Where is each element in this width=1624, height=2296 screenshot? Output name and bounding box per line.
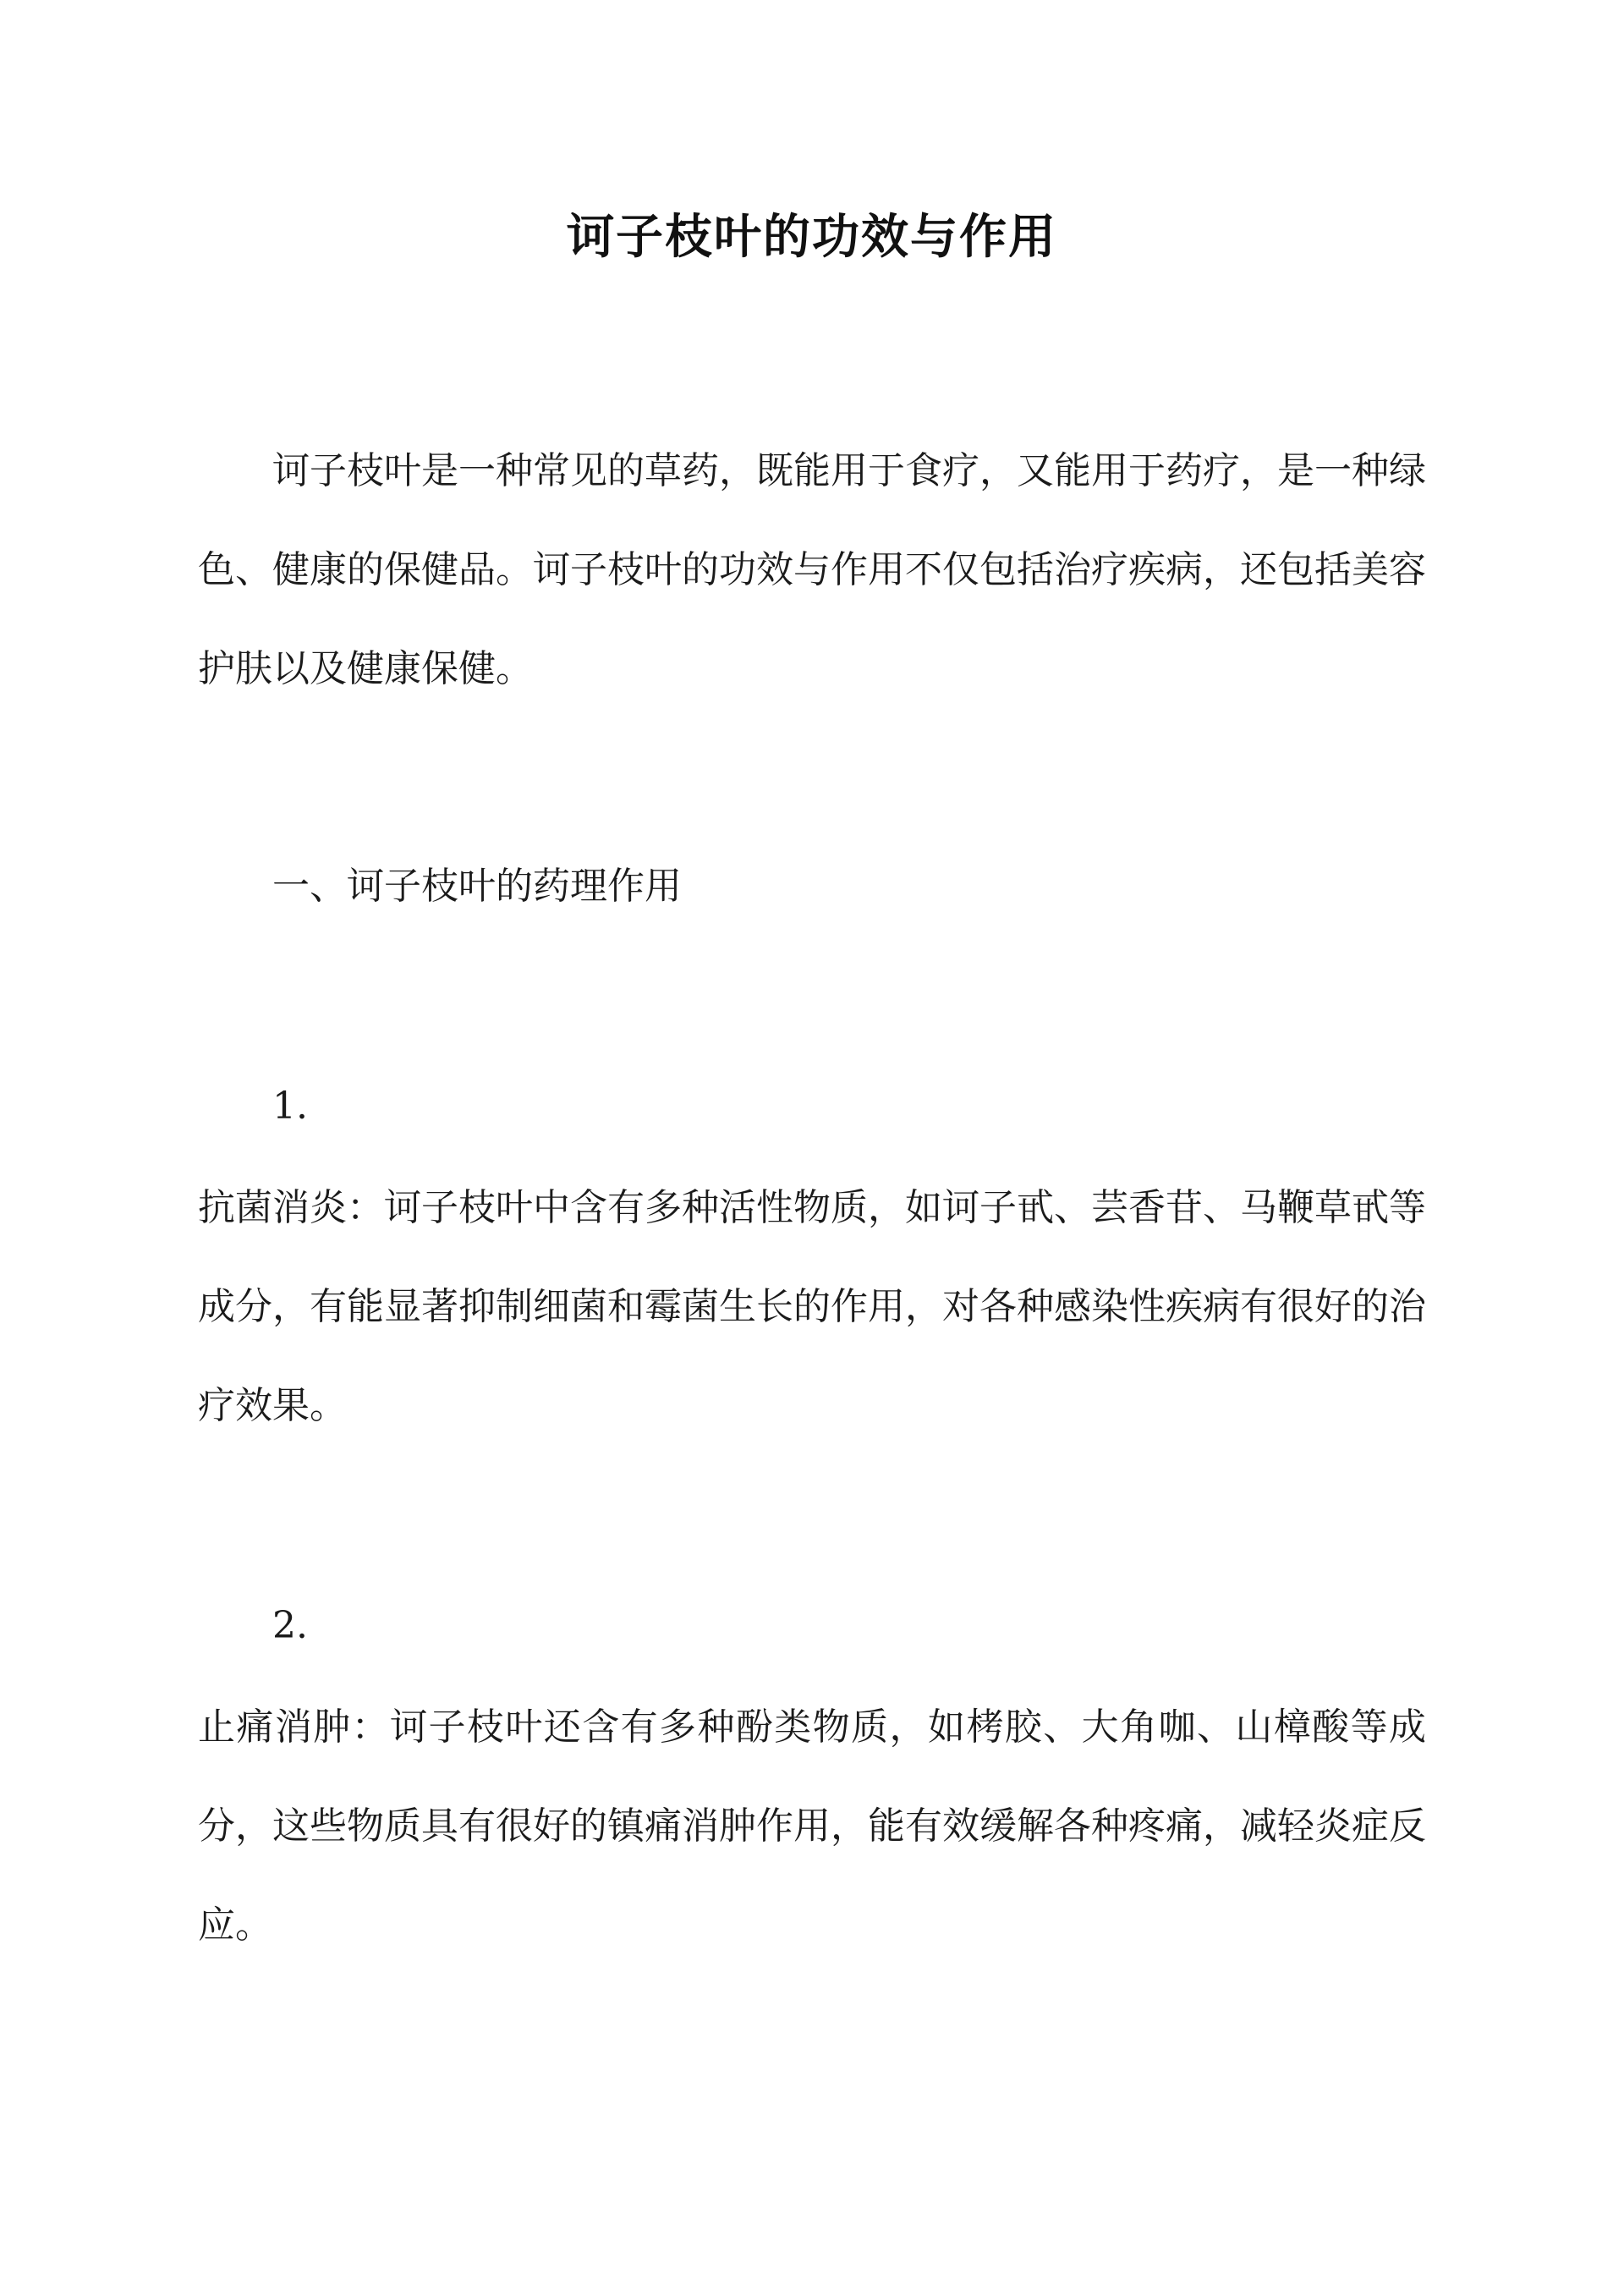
section-heading: 一、诃子枝叶的药理作用	[272, 865, 682, 908]
document-title: 诃子枝叶的功效与作用	[567, 209, 1057, 265]
item-number-2: 2.	[272, 1604, 308, 1647]
item-number-1: 1.	[272, 1085, 308, 1128]
item-text-2: 止痛消肿：诃子枝叶还含有多种酚类物质，如栲胶、大角咖、山樟酸等成分，这些物质具有很好的镇痛消肿作用，能有效缓解各种疼痛，减轻炎症反应。	[198, 1706, 1426, 1947]
item-text-1: 抗菌消炎：诃子枝叶中含有多种活性物质，如诃子甙、芸香苷、马鞭草甙等成分，有能显著抑制细菌和霉菌生长的作用，对各种感染性疾病有很好的治疗效果。	[198, 1186, 1426, 1427]
intro-paragraph: 诃子枝叶是一种常见的草药，既能用于食疗，又能用于药疗，是一种绿色、健康的保健品。诃子枝叶的功效与作用不仅包括治疗疾病，还包括美容护肤以及健康保健。	[198, 449, 1426, 690]
